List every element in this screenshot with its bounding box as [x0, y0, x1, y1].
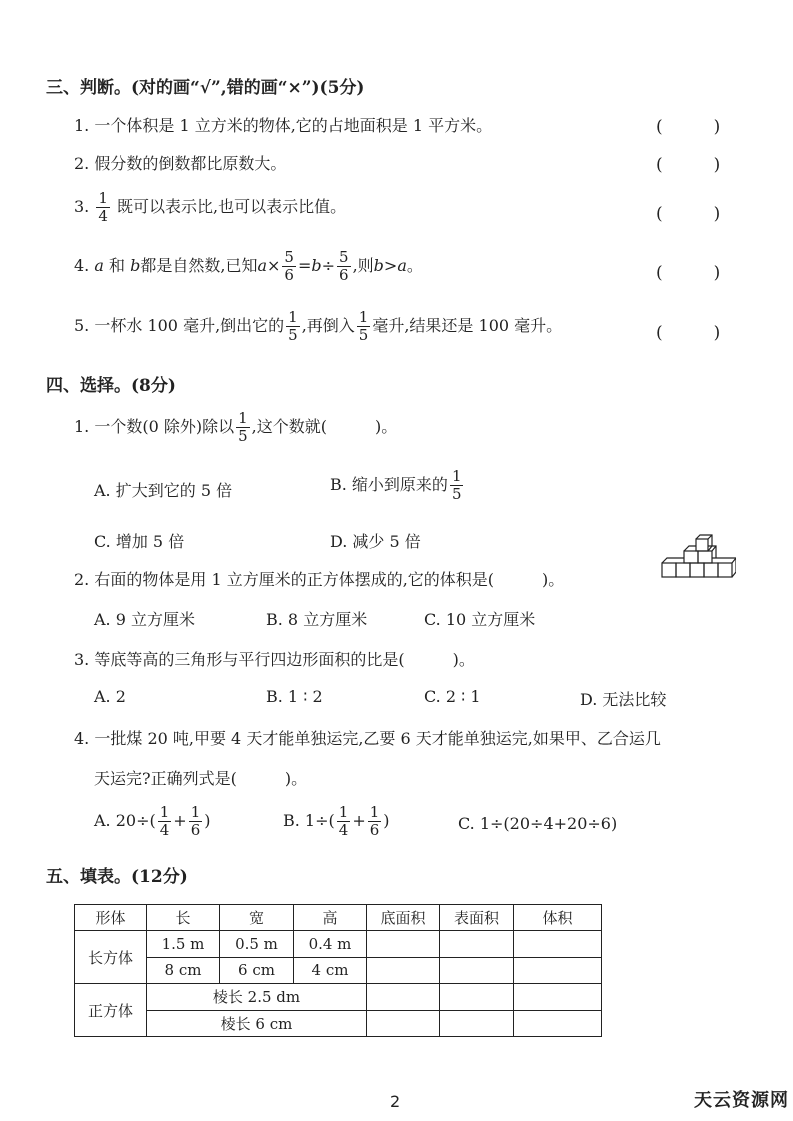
fraction-denominator: 5	[238, 427, 248, 445]
answer-cell-base-area[interactable]	[367, 957, 440, 984]
choice-question-4-line-2: 天运完?正确列式是( )。	[94, 769, 308, 788]
fraction	[337, 804, 351, 839]
option-3b[interactable]: B. 1 ∶ 2	[266, 687, 323, 706]
question-number: 4.	[74, 256, 90, 275]
fraction-denominator: 6	[369, 821, 380, 839]
text: 都是自然数,已知	[140, 256, 258, 275]
header-cell: 体积	[514, 905, 602, 931]
fraction-denominator: 6	[339, 266, 349, 284]
close-paren: )	[383, 811, 390, 830]
table-row	[75, 1010, 602, 1037]
judge-question-4	[74, 249, 423, 284]
table-cell: 8 cm	[147, 957, 220, 984]
table-cell: 0.4 m	[294, 931, 367, 958]
answer-cell-volume[interactable]	[514, 931, 602, 958]
answer-cell-base-area[interactable]	[367, 931, 440, 958]
fraction-numerator: 1	[159, 803, 170, 821]
fraction-numerator: 1	[288, 308, 298, 326]
fraction	[286, 309, 300, 344]
table-cell: 6 cm	[220, 957, 294, 984]
option-text: B. 缩小到原来的	[330, 475, 448, 494]
section-4-title: 四、选择。(8分)	[46, 376, 176, 396]
fraction-numerator: 1	[338, 803, 349, 821]
fraction-denominator: 5	[288, 326, 298, 344]
choice-question-2: 2. 右面的物体是用 1 立方厘米的正方体摆成的,它的体积是( )。	[74, 570, 565, 589]
answer-cell-surface-area[interactable]	[440, 984, 514, 1011]
table-header-row	[75, 905, 602, 931]
fraction-numerator: 1	[190, 803, 201, 821]
variable-b: b	[130, 256, 141, 275]
answer-cell-surface-area[interactable]	[440, 957, 514, 984]
option-1d[interactable]: D. 减少 5 倍	[330, 532, 421, 551]
fraction	[337, 249, 351, 284]
choice-question-3: 3. 等底等高的三角形与平行四边形面积的比是( )。	[74, 650, 475, 669]
times-sign: ×	[267, 256, 281, 275]
choice-question-1	[74, 410, 397, 445]
option-1c[interactable]: C. 增加 5 倍	[94, 532, 185, 551]
fraction-denominator: 5	[358, 326, 369, 344]
table-cell: 1.5 m	[147, 931, 220, 958]
fraction-numerator: 5	[284, 248, 294, 266]
option-4a[interactable]	[94, 804, 210, 839]
fraction-numerator: 1	[358, 308, 369, 326]
option-3a[interactable]: A. 2	[94, 687, 126, 706]
question-text: 5. 一杯水 100 毫升,倒出它的	[74, 316, 285, 335]
answer-blank-4[interactable]: ( )	[656, 263, 721, 283]
question-text: 毫升,结果还是 100 毫升。	[372, 316, 563, 335]
choice-question-4-line-1: 4. 一批煤 20 吨,甲要 4 天才能单独运完,乙要 6 天才能单独运完,如果甲、乙合运几	[74, 729, 661, 748]
text: 和	[109, 256, 126, 275]
option-1a[interactable]: A. 扩大到它的 5 倍	[94, 481, 233, 500]
row-label-cube: 正方体	[75, 984, 147, 1037]
answer-cell-volume[interactable]	[514, 984, 602, 1011]
fraction-numerator: 5	[339, 248, 349, 266]
plus-sign: +	[173, 811, 187, 830]
fraction-denominator: 5	[451, 485, 462, 503]
fraction	[368, 804, 382, 839]
fraction-denominator: 4	[159, 821, 170, 839]
option-3d[interactable]: D. 无法比较	[580, 690, 667, 709]
plus-sign: +	[352, 811, 366, 830]
fill-in-table	[74, 904, 602, 1037]
fraction	[96, 190, 110, 225]
watermark-text: 天云资源网	[694, 1090, 789, 1111]
header-cell: 高	[294, 905, 367, 931]
question-number: 3.	[74, 197, 90, 216]
option-1b[interactable]	[330, 468, 465, 503]
fraction	[189, 804, 203, 839]
judge-question-3	[74, 190, 346, 225]
page-number: 2	[390, 1092, 401, 1111]
fraction	[357, 309, 371, 344]
fraction-denominator: 6	[284, 266, 294, 284]
option-text: B. 1÷(	[283, 811, 335, 830]
option-2b[interactable]: B. 8 立方厘米	[266, 610, 368, 629]
answer-cell-volume[interactable]	[514, 957, 602, 984]
text: ,则	[352, 256, 374, 275]
variable-b: b	[373, 256, 384, 275]
variable-a: a	[94, 256, 104, 275]
fraction-numerator: 1	[238, 409, 248, 427]
table-cell: 4 cm	[294, 957, 367, 984]
judge-question-5	[74, 309, 562, 344]
question-text: 1. 一个数(0 除外)除以	[74, 417, 235, 436]
answer-blank-5[interactable]: ( )	[656, 323, 721, 343]
header-cell: 底面积	[367, 905, 440, 931]
answer-cell-surface-area[interactable]	[440, 931, 514, 958]
cube-stack-figure	[658, 533, 736, 579]
row-label-cuboid: 长方体	[75, 931, 147, 984]
option-4b[interactable]	[283, 804, 390, 839]
question-text: ,再倒入	[301, 316, 355, 335]
greater-sign: >	[383, 256, 398, 275]
answer-cell-base-area[interactable]	[367, 984, 440, 1011]
option-3c[interactable]: C. 2 ∶ 1	[424, 687, 481, 706]
fraction-denominator: 4	[98, 207, 108, 225]
answer-cell-base-area[interactable]	[367, 1010, 440, 1037]
table-row	[75, 931, 602, 958]
judge-question-1: 1. 一个体积是 1 立方米的物体,它的占地面积是 1 平方米。	[74, 116, 493, 135]
fraction	[158, 804, 172, 839]
table-cell: 棱长 6 cm	[147, 1010, 367, 1037]
fraction	[282, 249, 296, 284]
fraction-denominator: 6	[190, 821, 201, 839]
fraction	[450, 468, 464, 503]
fraction-numerator: 1	[369, 803, 380, 821]
header-cell: 长	[147, 905, 220, 931]
judge-question-2: 2. 假分数的倒数都比原数大。	[74, 154, 287, 173]
close-paren: )	[204, 811, 211, 830]
option-2c[interactable]: C. 10 立方厘米	[424, 610, 536, 629]
option-4c[interactable]: C. 1÷(20÷4+20÷6)	[458, 814, 618, 833]
question-text: ,这个数就( )。	[251, 417, 398, 436]
section-5-title: 五、填表。(12分)	[46, 867, 188, 887]
header-cell: 宽	[220, 905, 294, 931]
equals-sign: =	[297, 256, 312, 275]
fraction	[236, 410, 250, 445]
answer-blank-2[interactable]: ( )	[656, 155, 721, 175]
table-row	[75, 957, 602, 984]
period: 。	[406, 256, 423, 275]
fraction-numerator: 1	[451, 467, 462, 485]
answer-blank-1[interactable]: ( )	[656, 117, 721, 137]
header-cell: 表面积	[440, 905, 514, 931]
divide-sign: ÷	[321, 256, 336, 275]
option-text: A. 20÷(	[94, 811, 156, 830]
variable-b: b	[311, 256, 322, 275]
table-cell: 棱长 2.5 dm	[147, 984, 367, 1011]
answer-cell-surface-area[interactable]	[440, 1010, 514, 1037]
table-cell: 0.5 m	[220, 931, 294, 958]
fraction-denominator: 4	[338, 821, 349, 839]
header-cell: 形体	[75, 905, 147, 931]
question-text: 既可以表示比,也可以表示比值。	[117, 197, 347, 216]
variable-a: a	[257, 256, 267, 275]
variable-a: a	[397, 256, 407, 275]
fraction-numerator: 1	[98, 189, 108, 207]
answer-blank-3[interactable]: ( )	[656, 204, 721, 224]
option-2a[interactable]: A. 9 立方厘米	[94, 610, 195, 629]
section-3-title: 三、判断。(对的画“√”,错的画“×”)(5分)	[46, 78, 365, 98]
table-row	[75, 984, 602, 1011]
answer-cell-volume[interactable]	[514, 1010, 602, 1037]
